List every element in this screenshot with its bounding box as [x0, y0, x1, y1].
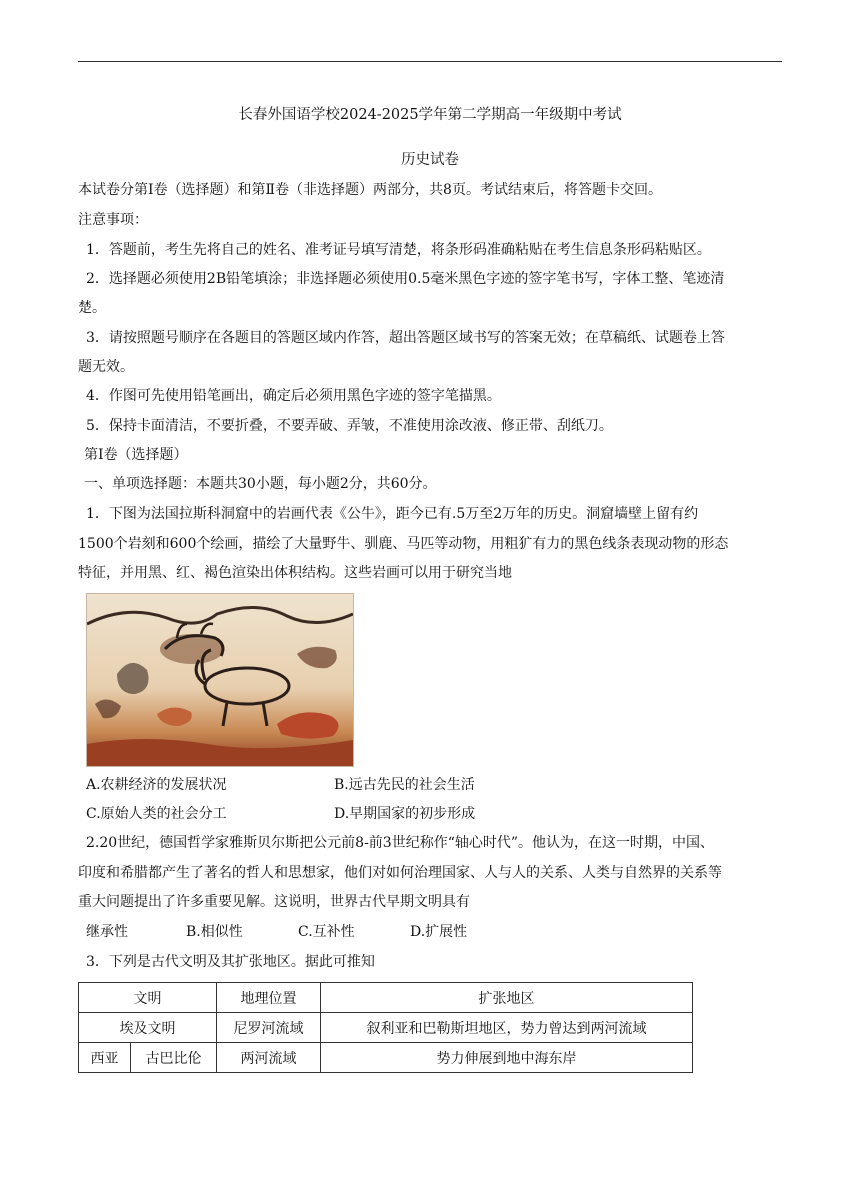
option-a: 继承性 [86, 924, 128, 940]
table-cell: 势力伸展到地中海东岸 [321, 1043, 693, 1073]
top-rule [78, 61, 782, 62]
question-1-stem: 1．下图为法国拉斯科洞窟中的岩画代表《公牛》，距今已有.5万至2万年的历史。洞窟墙壁上留有约 [86, 506, 699, 522]
table-cell: 两河流域 [217, 1043, 321, 1073]
question-1-stem: 1500个岩刻和600个绘画，描绘了大量野牛、驯鹿、马匹等动物，用粗犷有力的黑色线条表现动物的形态 [78, 536, 729, 552]
option-c: C.互补性 [298, 924, 355, 940]
option-d: D.扩展性 [410, 924, 468, 940]
notice-item: 1．答题前，考生先将自己的姓名、准考证号填写清楚，将条形码准确粘贴在考生信息条形码粘贴区。 [86, 242, 711, 258]
question-2-stem: 重大问题提出了许多重要见解。这说明，世界古代早期文明具有 [78, 894, 470, 910]
notice-item: 题无效。 [78, 359, 134, 375]
civilization-table [78, 982, 693, 1073]
exam-title: 长春外国语学校2024-2025学年第二学期高一年级期中考试 [238, 107, 622, 123]
table-row [79, 1043, 693, 1073]
part-title: 第Ⅰ卷（选择题） [84, 447, 188, 463]
question-1-stem: 特征，并用黑、红、褐色渲染出体积结构。这些岩画可以用于研究当地 [78, 565, 512, 581]
table-cell: 西亚 [79, 1043, 131, 1073]
question-3-stem: 3．下列是古代文明及其扩张地区。据此可推知 [86, 954, 375, 970]
table-cell: 叙利亚和巴勒斯坦地区，势力曾达到两河流域 [321, 1013, 693, 1043]
table-header-cell: 文明 [79, 983, 217, 1013]
notice-item: 5．保持卡面清洁，不要折叠，不要弄破、弄皱，不准使用涂改液、修正带、刮纸刀。 [86, 418, 613, 434]
option-b: B.相似性 [186, 924, 243, 940]
notice-item: 3．请按照题号顺序在各题目的答题区域内作答，超出答题区域书写的答案无效；在草稿纸、试题卷上答 [86, 330, 725, 346]
option-b: B.远古先民的社会生活 [334, 777, 475, 793]
question-2-stem: 印度和希腊都产生了著名的哲人和思想家，他们对如何治理国家、人与人的关系、人类与自然界的关系等 [78, 865, 722, 881]
notice-item: 2．选择题必须使用2B铅笔填涂；非选择题必须使用0.5毫米黑色字迹的签字笔书写，字体工整、笔迹清 [86, 271, 725, 287]
section-title: 一、单项选择题：本题共30小题，每小题2分，共60分。 [84, 476, 437, 492]
table-cell: 尼罗河流域 [217, 1013, 321, 1043]
notice-item: 楚。 [78, 300, 106, 316]
notice-item: 4．作图可先使用铅笔画出，确定后必须用黑色字迹的签字笔描黑。 [86, 388, 501, 404]
subject-title: 历史试卷 [401, 152, 459, 168]
option-d: D.早期国家的初步形成 [334, 806, 476, 822]
option-a: A.农耕经济的发展状况 [86, 777, 227, 793]
cave-painting-image [86, 593, 354, 767]
notice-heading: 注意事项： [78, 212, 148, 228]
table-header-cell: 地理位置 [217, 983, 321, 1013]
table-row [79, 1013, 693, 1043]
table-cell: 古巴比伦 [131, 1043, 217, 1073]
option-c: C.原始人类的社会分工 [86, 806, 227, 822]
table-header-row [79, 983, 693, 1013]
question-2-stem: 2.20世纪，德国哲学家雅斯贝尔斯把公元前8-前3世纪称作“轴心时代”。他认为，在这一时期，中国、 [86, 835, 715, 851]
table-cell: 埃及文明 [79, 1013, 217, 1043]
table-header-cell: 扩张地区 [321, 983, 693, 1013]
intro-text: 本试卷分第Ⅰ卷（选择题）和第Ⅱ卷（非选择题）两部分，共8页。考试结束后，将答题卡交回。 [78, 182, 662, 198]
